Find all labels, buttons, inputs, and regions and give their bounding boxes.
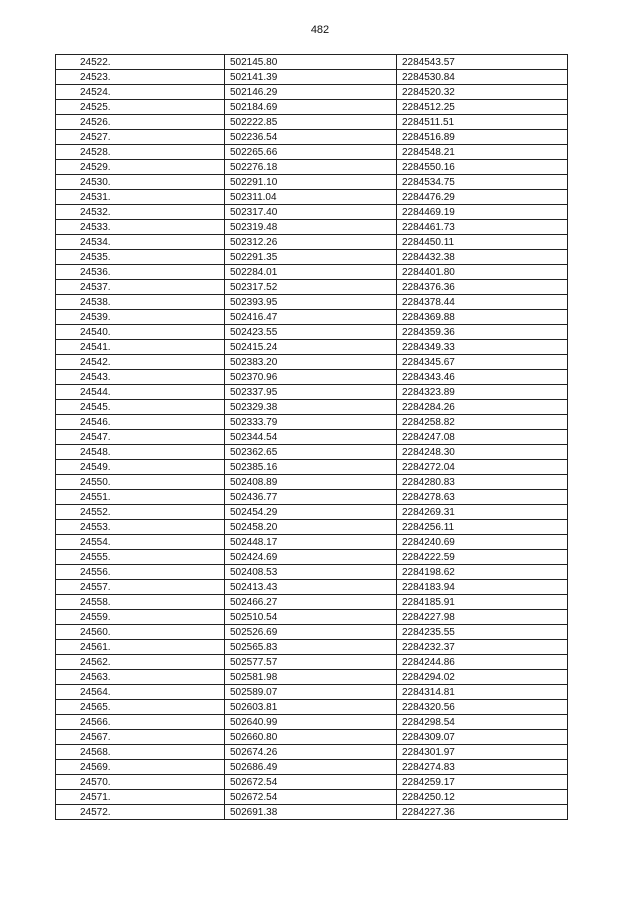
point-number-cell: 24532. [56,205,225,220]
table-row [56,55,568,70]
table-row [56,715,568,730]
point-number-cell: 24559. [56,610,225,625]
coordinates-table-body [56,55,568,820]
table-row [56,115,568,130]
x-coordinate-cell: 502691.38 [225,805,397,820]
table-row [56,340,568,355]
x-coordinate-cell: 502672.54 [225,775,397,790]
table-row [56,235,568,250]
y-coordinate-cell: 2284259.17 [397,775,568,790]
y-coordinate-cell: 2284198.62 [397,565,568,580]
table-row [56,475,568,490]
point-number-cell: 24529. [56,160,225,175]
table-row [56,655,568,670]
x-coordinate-cell: 502333.79 [225,415,397,430]
x-coordinate-cell: 502436.77 [225,490,397,505]
y-coordinate-cell: 2284530.84 [397,70,568,85]
table-row [56,205,568,220]
table-row [56,805,568,820]
point-number-cell: 24548. [56,445,225,460]
point-number-cell: 24560. [56,625,225,640]
x-coordinate-cell: 502589.07 [225,685,397,700]
x-coordinate-cell: 502284.01 [225,265,397,280]
table-row [56,790,568,805]
y-coordinate-cell: 2284520.32 [397,85,568,100]
table-row [56,670,568,685]
y-coordinate-cell: 2284323.89 [397,385,568,400]
point-number-cell: 24533. [56,220,225,235]
table-row [56,445,568,460]
table-row [56,370,568,385]
point-number-cell: 24568. [56,745,225,760]
x-coordinate-cell: 502383.20 [225,355,397,370]
table-row [56,280,568,295]
x-coordinate-cell: 502640.99 [225,715,397,730]
point-number-cell: 24571. [56,790,225,805]
point-number-cell: 24545. [56,400,225,415]
x-coordinate-cell: 502458.20 [225,520,397,535]
point-number-cell: 24538. [56,295,225,310]
point-number-cell: 24522. [56,55,225,70]
point-number-cell: 24546. [56,415,225,430]
x-coordinate-cell: 502141.39 [225,70,397,85]
point-number-cell: 24523. [56,70,225,85]
x-coordinate-cell: 502466.27 [225,595,397,610]
table-row [56,520,568,535]
table-row [56,415,568,430]
x-coordinate-cell: 502413.43 [225,580,397,595]
table-row [56,220,568,235]
x-coordinate-cell: 502415.24 [225,340,397,355]
y-coordinate-cell: 2284543.57 [397,55,568,70]
x-coordinate-cell: 502581.98 [225,670,397,685]
y-coordinate-cell: 2284227.36 [397,805,568,820]
x-coordinate-cell: 502454.29 [225,505,397,520]
coordinates-table [55,54,568,820]
table-row [56,175,568,190]
y-coordinate-cell: 2284516.89 [397,130,568,145]
point-number-cell: 24558. [56,595,225,610]
point-number-cell: 24542. [56,355,225,370]
point-number-cell: 24550. [56,475,225,490]
table-row [56,355,568,370]
x-coordinate-cell: 502329.38 [225,400,397,415]
table-row [56,385,568,400]
point-number-cell: 24561. [56,640,225,655]
point-number-cell: 24527. [56,130,225,145]
table-row [56,295,568,310]
point-number-cell: 24555. [56,550,225,565]
point-number-cell: 24549. [56,460,225,475]
y-coordinate-cell: 2284240.69 [397,535,568,550]
table-row [56,250,568,265]
y-coordinate-cell: 2284256.11 [397,520,568,535]
point-number-cell: 24564. [56,685,225,700]
point-number-cell: 24524. [56,85,225,100]
x-coordinate-cell: 502672.54 [225,790,397,805]
point-number-cell: 24563. [56,670,225,685]
table-row [56,100,568,115]
point-number-cell: 24554. [56,535,225,550]
y-coordinate-cell: 2284432.38 [397,250,568,265]
table-row [56,400,568,415]
x-coordinate-cell: 502424.69 [225,550,397,565]
point-number-cell: 24565. [56,700,225,715]
table-row [56,535,568,550]
point-number-cell: 24547. [56,430,225,445]
y-coordinate-cell: 2284369.88 [397,310,568,325]
x-coordinate-cell: 502317.52 [225,280,397,295]
y-coordinate-cell: 2284345.67 [397,355,568,370]
y-coordinate-cell: 2284349.33 [397,340,568,355]
point-number-cell: 24562. [56,655,225,670]
y-coordinate-cell: 2284284.26 [397,400,568,415]
table-row [56,130,568,145]
point-number-cell: 24569. [56,760,225,775]
table-row [56,265,568,280]
x-coordinate-cell: 502145.80 [225,55,397,70]
y-coordinate-cell: 2284512.25 [397,100,568,115]
y-coordinate-cell: 2284548.21 [397,145,568,160]
x-coordinate-cell: 502222.85 [225,115,397,130]
point-number-cell: 24525. [56,100,225,115]
table-row [56,595,568,610]
table-row [56,685,568,700]
x-coordinate-cell: 502577.57 [225,655,397,670]
table-row [56,700,568,715]
point-number-cell: 24553. [56,520,225,535]
page-number: 482 [310,24,330,36]
point-number-cell: 24572. [56,805,225,820]
table-row [56,460,568,475]
x-coordinate-cell: 502311.04 [225,190,397,205]
point-number-cell: 24544. [56,385,225,400]
y-coordinate-cell: 2284401.80 [397,265,568,280]
point-number-cell: 24528. [56,145,225,160]
table-row [56,550,568,565]
y-coordinate-cell: 2284469.19 [397,205,568,220]
y-coordinate-cell: 2284314.81 [397,685,568,700]
y-coordinate-cell: 2284298.54 [397,715,568,730]
x-coordinate-cell: 502344.54 [225,430,397,445]
y-coordinate-cell: 2284343.46 [397,370,568,385]
x-coordinate-cell: 502416.47 [225,310,397,325]
x-coordinate-cell: 502674.26 [225,745,397,760]
table-row [56,775,568,790]
point-number-cell: 24537. [56,280,225,295]
point-number-cell: 24556. [56,565,225,580]
y-coordinate-cell: 2284227.98 [397,610,568,625]
y-coordinate-cell: 2284269.31 [397,505,568,520]
point-number-cell: 24567. [56,730,225,745]
table-row [56,430,568,445]
x-coordinate-cell: 502184.69 [225,100,397,115]
x-coordinate-cell: 502370.96 [225,370,397,385]
y-coordinate-cell: 2284320.56 [397,700,568,715]
table-row [56,760,568,775]
x-coordinate-cell: 502660.80 [225,730,397,745]
table-row [56,145,568,160]
x-coordinate-cell: 502526.69 [225,625,397,640]
x-coordinate-cell: 502276.18 [225,160,397,175]
point-number-cell: 24552. [56,505,225,520]
y-coordinate-cell: 2284250.12 [397,790,568,805]
x-coordinate-cell: 502319.48 [225,220,397,235]
x-coordinate-cell: 502291.35 [225,250,397,265]
y-coordinate-cell: 2284232.37 [397,640,568,655]
y-coordinate-cell: 2284248.30 [397,445,568,460]
y-coordinate-cell: 2284376.36 [397,280,568,295]
y-coordinate-cell: 2284272.04 [397,460,568,475]
table-row [56,580,568,595]
x-coordinate-cell: 502265.66 [225,145,397,160]
y-coordinate-cell: 2284247.08 [397,430,568,445]
x-coordinate-cell: 502408.89 [225,475,397,490]
table-row [56,490,568,505]
point-number-cell: 24531. [56,190,225,205]
x-coordinate-cell: 502686.49 [225,760,397,775]
y-coordinate-cell: 2284309.07 [397,730,568,745]
y-coordinate-cell: 2284359.36 [397,325,568,340]
point-number-cell: 24566. [56,715,225,730]
x-coordinate-cell: 502423.55 [225,325,397,340]
table-row [56,610,568,625]
x-coordinate-cell: 502312.26 [225,235,397,250]
x-coordinate-cell: 502448.17 [225,535,397,550]
y-coordinate-cell: 2284476.29 [397,190,568,205]
table-row [56,625,568,640]
point-number-cell: 24557. [56,580,225,595]
table-row [56,160,568,175]
y-coordinate-cell: 2284235.55 [397,625,568,640]
table-row [56,730,568,745]
x-coordinate-cell: 502510.54 [225,610,397,625]
table-row [56,745,568,760]
point-number-cell: 24543. [56,370,225,385]
point-number-cell: 24536. [56,265,225,280]
y-coordinate-cell: 2284183.94 [397,580,568,595]
y-coordinate-cell: 2284450.11 [397,235,568,250]
y-coordinate-cell: 2284534.75 [397,175,568,190]
x-coordinate-cell: 502337.95 [225,385,397,400]
y-coordinate-cell: 2284278.63 [397,490,568,505]
y-coordinate-cell: 2284461.73 [397,220,568,235]
point-number-cell: 24526. [56,115,225,130]
y-coordinate-cell: 2284550.16 [397,160,568,175]
y-coordinate-cell: 2284274.83 [397,760,568,775]
table-row [56,85,568,100]
table-row [56,325,568,340]
x-coordinate-cell: 502408.53 [225,565,397,580]
x-coordinate-cell: 502317.40 [225,205,397,220]
point-number-cell: 24551. [56,490,225,505]
x-coordinate-cell: 502146.29 [225,85,397,100]
table-row [56,310,568,325]
table-row [56,70,568,85]
x-coordinate-cell: 502385.16 [225,460,397,475]
y-coordinate-cell: 2284222.59 [397,550,568,565]
point-number-cell: 24534. [56,235,225,250]
x-coordinate-cell: 502603.81 [225,700,397,715]
point-number-cell: 24540. [56,325,225,340]
point-number-cell: 24535. [56,250,225,265]
point-number-cell: 24570. [56,775,225,790]
y-coordinate-cell: 2284294.02 [397,670,568,685]
y-coordinate-cell: 2284511.51 [397,115,568,130]
table-row [56,190,568,205]
y-coordinate-cell: 2284185.91 [397,595,568,610]
table-row [56,505,568,520]
y-coordinate-cell: 2284301.97 [397,745,568,760]
y-coordinate-cell: 2284378.44 [397,295,568,310]
x-coordinate-cell: 502393.95 [225,295,397,310]
point-number-cell: 24539. [56,310,225,325]
y-coordinate-cell: 2284280.83 [397,475,568,490]
x-coordinate-cell: 502565.83 [225,640,397,655]
table-row [56,565,568,580]
table-row [56,640,568,655]
x-coordinate-cell: 502291.10 [225,175,397,190]
x-coordinate-cell: 502362.65 [225,445,397,460]
y-coordinate-cell: 2284244.86 [397,655,568,670]
point-number-cell: 24530. [56,175,225,190]
x-coordinate-cell: 502236.54 [225,130,397,145]
point-number-cell: 24541. [56,340,225,355]
y-coordinate-cell: 2284258.82 [397,415,568,430]
